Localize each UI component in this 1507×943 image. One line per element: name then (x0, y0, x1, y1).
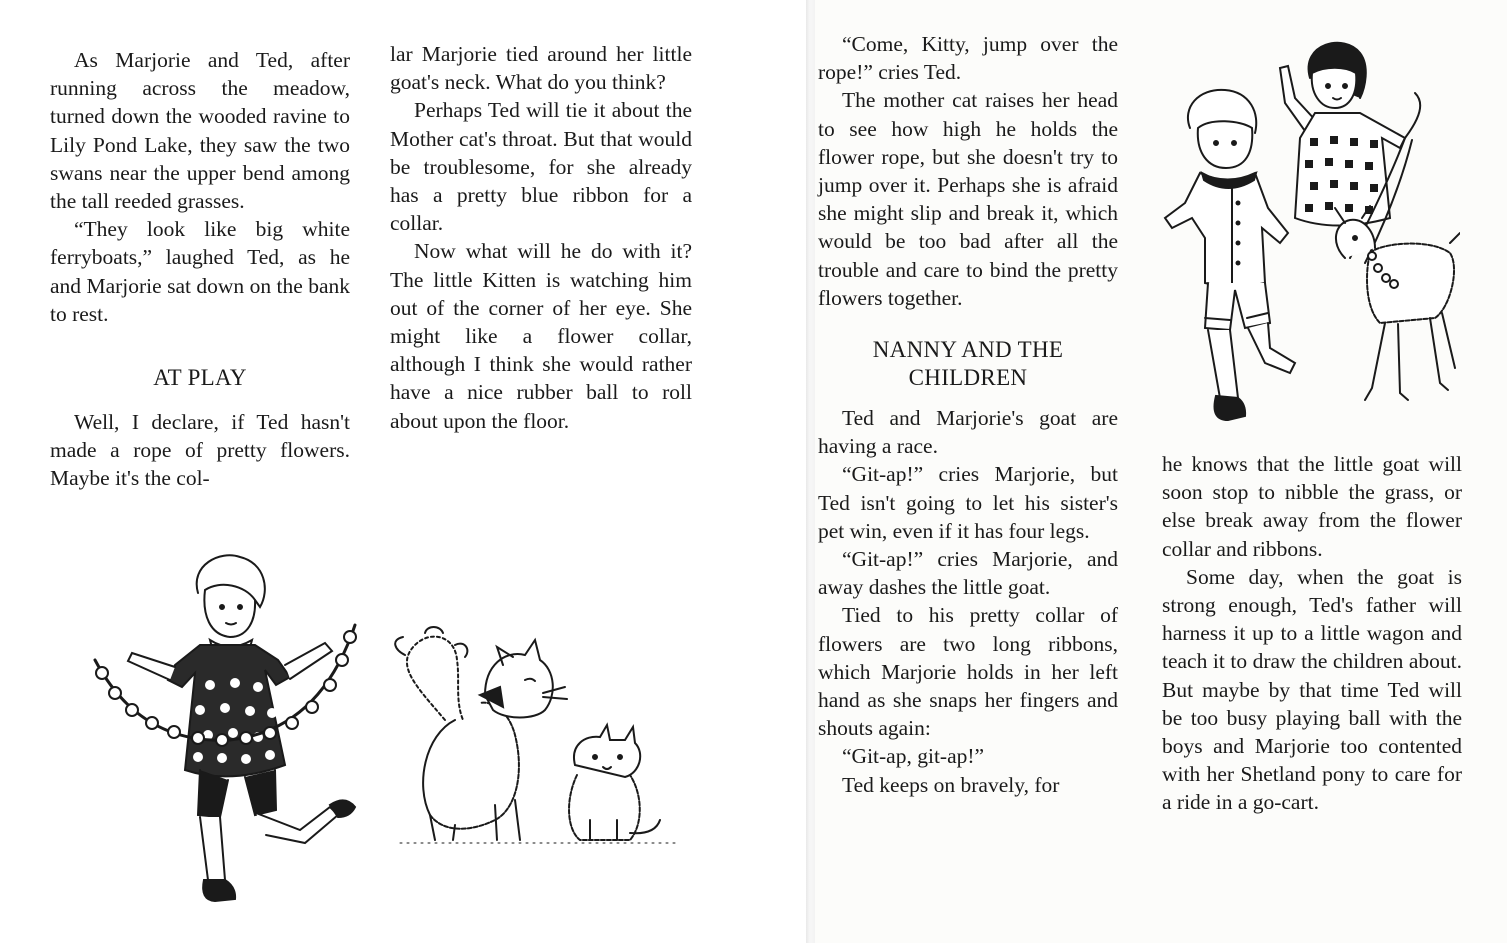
paragraph: Tied to his pretty collar of flowers are two long ribbons, which Marjorie holds in her left hand as she snaps her fingers and shouts again: (818, 603, 1118, 741)
paragraph: “Git-ap!” cries Marjorie, and away dashes the little goat. (818, 547, 1118, 600)
mother-cat-and-kitten-illustration (385, 625, 685, 850)
right-page-column-1 (818, 30, 1118, 799)
paragraph: The mother cat raises her head to see how high he holds the flower rope, but she doesn't try to jump over it. Perhaps she is afraid she might slip and break it, which would be too bad after all the trouble and care to bind the pretty flowers together. (818, 88, 1118, 310)
section-heading-nanny-and-the-children: NANNY AND THE CHILDREN (872, 337, 1064, 391)
left-page-column-1 (50, 46, 350, 493)
boy-with-garland-illustration (80, 545, 380, 925)
paragraph: “They look like big white ferryboats,” laughed Ted, as he and Marjorie sat down on the bank to rest. (50, 217, 350, 326)
paragraph: Ted keeps on bravely, for (842, 772, 1060, 797)
children-and-goat-illustration (1150, 28, 1460, 428)
left-page-column-2 (390, 40, 692, 435)
right-page (815, 0, 1507, 943)
paragraph: Perhaps Ted will tie it about the Mother cat's throat. But that would be troublesome, for she already has a pretty blue ribbon for a collar. (390, 98, 692, 236)
paragraph: “Come, Kitty, jump over the rope!” cries Ted. (818, 32, 1118, 85)
paragraph: “Git-ap, git-ap!” (842, 744, 985, 769)
paragraph: lar Marjorie tied around her little goat's neck. What do you think? (390, 42, 692, 95)
right-page-column-2 (1162, 450, 1462, 817)
section-heading-at-play: AT PLAY (153, 365, 247, 391)
paragraph: As Marjorie and Ted, after running across the meadow, turned down the wooded ravine to Lily Pond Lake, they saw the two swans near the upper bend among the tall reeded grasses. (50, 48, 350, 214)
paragraph: Well, I declare, if Ted hasn't made a rope of pretty flowers. Maybe it's the col- (50, 410, 350, 491)
paragraph: Now what will he do with it? The little Kitten is watching him out of the corner of her eye. She might like a flower collar, although I think she would rather have a nice rubber ball to roll about upon the floor. (390, 239, 692, 433)
paragraph: Ted and Marjorie's goat are having a race. (818, 406, 1118, 459)
paragraph: “Git-ap!” cries Marjorie, but Ted isn't going to let his sister's pet win, even if it has four legs. (818, 462, 1118, 543)
paragraph: he knows that the little goat will soon stop to nibble the grass, or else break away from the flower collar and ribbons. (1162, 452, 1462, 561)
paragraph: Some day, when the goat is strong enough, Ted's father will harness it up to a little wagon and teach it to draw the children about. But maybe by that time Ted will be too busy playing ball with the boys and Marjorie too contented with her Shetland pony to care for a ride in a go-cart. (1162, 564, 1462, 815)
